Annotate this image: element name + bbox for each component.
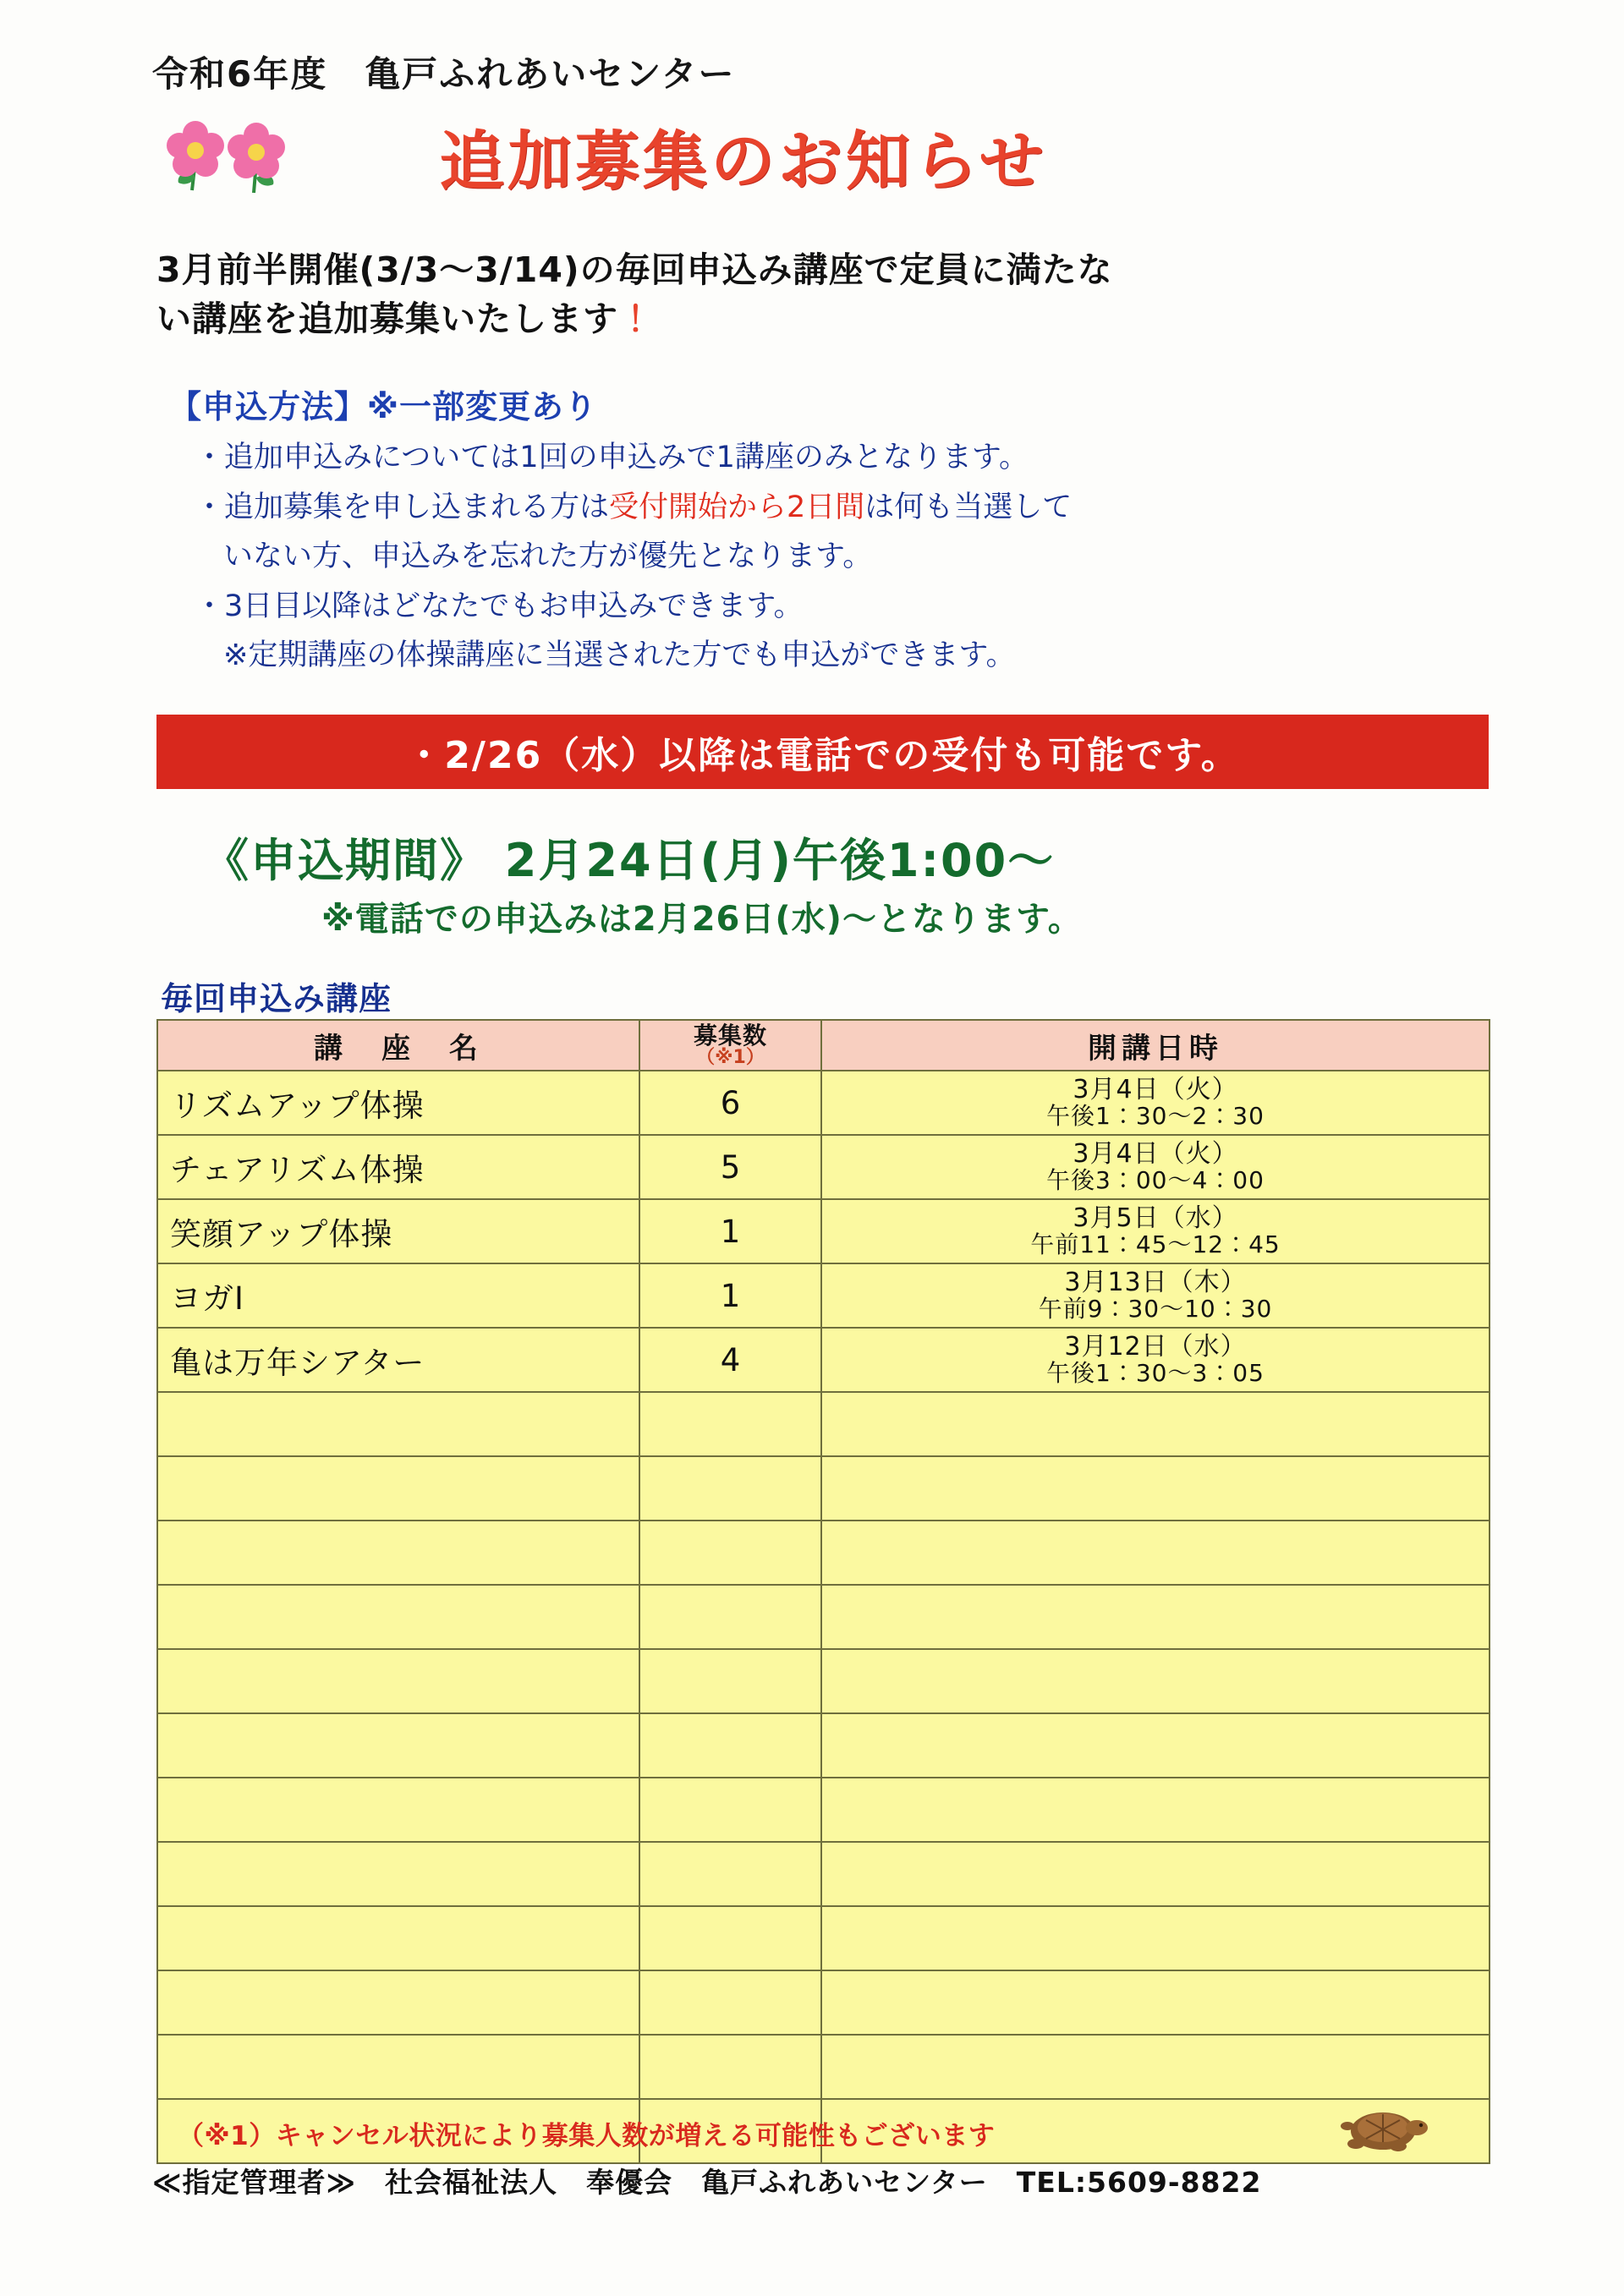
table-row-empty — [157, 1456, 1490, 1521]
cell-course-name: リズムアップ体操 — [157, 1071, 639, 1135]
table-row-empty — [157, 1970, 1490, 2035]
cell-empty — [639, 1842, 821, 1906]
cell-empty — [821, 1713, 1490, 1778]
cell-empty — [821, 1842, 1490, 1906]
cell-empty — [821, 1521, 1490, 1585]
table-row — [157, 1328, 1490, 1392]
lead-exclamation: ！ — [618, 299, 654, 340]
cell-empty — [639, 1713, 821, 1778]
cell-empty — [157, 1842, 639, 1906]
phone-notice-text: ・2/26（水）以降は電話での受付も可能です。 — [405, 734, 1240, 777]
cell-schedule — [821, 1263, 1490, 1328]
cell-empty — [639, 1585, 821, 1649]
lead-line-2: い講座を追加募集いたします — [156, 299, 618, 340]
cell-empty — [157, 2035, 639, 2099]
table-row-empty — [157, 1649, 1490, 1713]
table-row — [157, 1199, 1490, 1263]
table-body — [157, 1071, 1490, 2163]
cell-schedule-time: 午後3：00〜4：00 — [1046, 1166, 1265, 1195]
cell-schedule-day: 3月13日（木） — [1064, 1267, 1247, 1297]
page-title: 追加募集のお知らせ — [440, 123, 1047, 199]
table-row — [157, 1071, 1490, 1135]
facility-contact-line: ≪指定管理者≫ 社会福祉法人 奉優会 亀戸ふれあいセンター TEL:5609-8822 — [152, 2166, 1262, 2199]
cell-schedule — [821, 1328, 1490, 1392]
cell-empty — [157, 1392, 639, 1456]
method-item-2-cont: いない方、申込みを忘れた方が優先となります。 — [223, 540, 873, 573]
fiscal-year-line: 令和6年度 亀戸ふれあいセンター — [152, 53, 736, 95]
cell-schedule-time: 午後1：30〜2：30 — [1046, 1102, 1265, 1131]
cell-empty — [639, 1456, 821, 1521]
cell-empty — [157, 1906, 639, 1970]
table-row-empty — [157, 1842, 1490, 1906]
cell-empty — [639, 1906, 821, 1970]
method-list — [195, 436, 1480, 683]
lead-paragraph — [156, 245, 1476, 343]
cell-schedule-day: 3月4日（火） — [1073, 1074, 1238, 1104]
cell-empty — [157, 1585, 639, 1649]
cell-capacity: 1 — [639, 1263, 821, 1328]
cell-empty — [821, 1906, 1490, 1970]
course-table — [156, 1019, 1490, 2164]
cell-capacity: 5 — [639, 1135, 821, 1199]
table-footnote: （※1）キャンセル状況により募集人数が増える可能性もございます — [178, 2121, 996, 2151]
cell-empty — [821, 1649, 1490, 1713]
cell-empty — [157, 1649, 639, 1713]
cell-empty — [821, 2035, 1490, 2099]
list-item — [195, 436, 1480, 480]
cell-capacity: 4 — [639, 1328, 821, 1392]
cell-schedule — [821, 1199, 1490, 1263]
flower-icon — [156, 110, 317, 211]
cell-empty — [157, 1778, 639, 1842]
capacity-header-main: 募集数 — [693, 1021, 767, 1049]
method-item-3-text: ・3日目以降はどなたでもお申込みできます。 — [195, 589, 804, 623]
cell-empty — [821, 1585, 1490, 1649]
column-header-course-name: 講 座 名 — [157, 1020, 639, 1071]
method-item-2-text-b: は何も当選して — [864, 490, 1073, 524]
turtle-icon — [1332, 2097, 1434, 2156]
table-row-empty — [157, 1585, 1490, 1649]
cell-capacity: 6 — [639, 1071, 821, 1135]
table-row-empty — [157, 1778, 1490, 1842]
cell-capacity: 1 — [639, 1199, 821, 1263]
cell-schedule-time: 午前9：30〜10：30 — [1038, 1295, 1273, 1323]
cell-empty — [157, 1970, 639, 2035]
method-item-3-note: ※定期講座の体操講座に当選された方でも申込ができます。 — [223, 638, 1016, 672]
cell-schedule-day: 3月5日（水） — [1073, 1203, 1238, 1233]
cell-course-name: チェアリズム体操 — [157, 1135, 639, 1199]
lead-line-1: 3月前半開催(3/3〜3/14)の毎回申込み講座で定員に満たな — [156, 249, 1113, 290]
table-row-empty — [157, 1906, 1490, 1970]
table-row-empty — [157, 2035, 1490, 2099]
table-header-row — [157, 1020, 1490, 1071]
cell-schedule-time: 午前11：45〜12：45 — [1030, 1230, 1281, 1259]
cell-empty — [639, 1521, 821, 1585]
cell-empty — [157, 1713, 639, 1778]
cell-empty — [639, 2035, 821, 2099]
method-item-2-text-a: ・追加募集を申し込まれる方は — [195, 490, 610, 524]
cell-course-name: 笑顔アップ体操 — [157, 1199, 639, 1263]
table-row-empty — [157, 1713, 1490, 1778]
application-period: 《申込期間》 2月24日(月)午後1:00〜 — [203, 834, 1056, 887]
list-item — [195, 584, 1480, 629]
cell-schedule-day: 3月12日（水） — [1064, 1331, 1247, 1362]
cell-empty — [639, 1778, 821, 1842]
cell-empty — [157, 1456, 639, 1521]
cell-schedule — [821, 1071, 1490, 1135]
method-item-2-highlight: 受付開始から2日間 — [609, 490, 865, 524]
cell-empty — [639, 1649, 821, 1713]
cell-course-name: ヨガⅠ — [157, 1263, 639, 1328]
cell-empty — [821, 1970, 1490, 2035]
cell-empty — [821, 1456, 1490, 1521]
cell-course-name: 亀は万年シアター — [157, 1328, 639, 1392]
table-row — [157, 1135, 1490, 1199]
cell-empty — [639, 1392, 821, 1456]
column-header-capacity — [639, 1020, 821, 1071]
table-row-empty — [157, 1521, 1490, 1585]
list-item — [195, 485, 1480, 530]
table-row-empty — [157, 1392, 1490, 1456]
table-section-label: 毎回申込み講座 — [161, 980, 392, 1017]
table-row — [157, 1263, 1490, 1328]
cell-empty — [821, 1392, 1490, 1456]
cell-empty — [821, 1778, 1490, 1842]
cell-empty — [639, 1970, 821, 2035]
application-period-note: ※電話での申込みは2月26日(水)〜となります。 — [321, 900, 1083, 939]
cell-schedule-time: 午後1：30〜3：05 — [1046, 1359, 1265, 1388]
method-heading: 【申込方法】※一部変更あり — [169, 388, 597, 425]
capacity-header-note: （※1） — [696, 1047, 765, 1069]
cell-empty — [157, 1521, 639, 1585]
phone-notice-banner — [156, 715, 1489, 789]
column-header-schedule: 開講日時 — [821, 1020, 1490, 1071]
cell-schedule-day: 3月4日（火） — [1073, 1138, 1238, 1169]
cell-schedule — [821, 1135, 1490, 1199]
method-item-1-text: ・追加申込みについては1回の申込みで1講座のみとなります。 — [195, 441, 1029, 474]
